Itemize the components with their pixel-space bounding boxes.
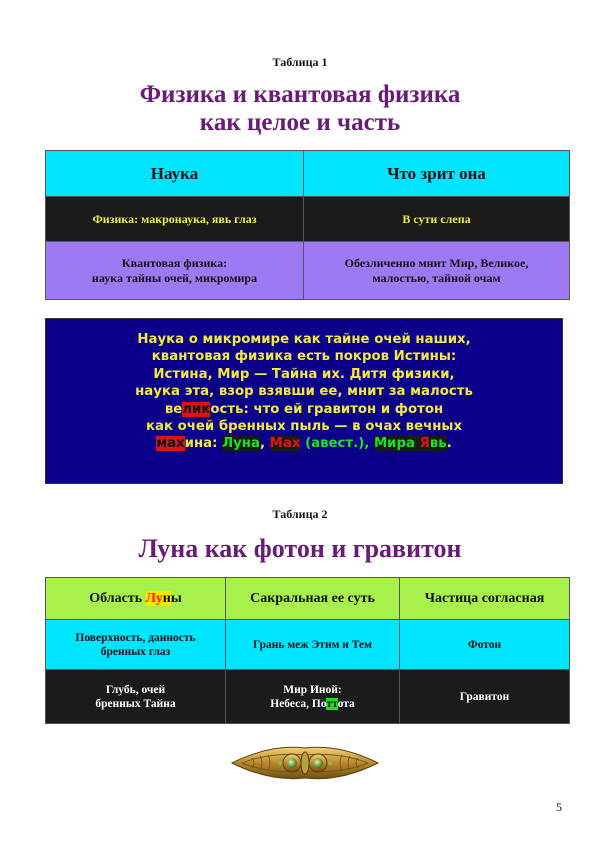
poem-highlight-lik: лик (182, 401, 211, 417)
table1-row1-col1: Физика: макронаука, явь глаз (46, 197, 304, 242)
poem-v: вь (429, 436, 447, 452)
poem-box (45, 318, 563, 484)
table2-row1-col3: Фотон (400, 620, 570, 670)
poem-mira: Мира (373, 436, 420, 452)
poem-period: . (446, 436, 452, 452)
poem-line-3: Истина, Мир — Тайна их. Дитя физики, (153, 366, 455, 382)
table1-header-science: Наука (46, 151, 304, 197)
table1-header-sees: Что зрит она (304, 151, 570, 197)
table1 (45, 150, 570, 300)
table2-row2-col1 (46, 670, 226, 724)
poem-line-5-end: ость: что ей гравитон и фотон (210, 401, 444, 417)
table2-r2c2-line1: Мир Иной: (283, 683, 342, 696)
table1-title-line2: как целое и часть (199, 109, 401, 136)
table2-h1-n: н (162, 590, 171, 606)
table1-row2-col1-line1: Квантовая физика: (121, 255, 228, 270)
poem-ina: ина: (184, 436, 223, 452)
table2-caption: Таблица 2 (272, 507, 328, 521)
table2-header-moon-area (46, 578, 226, 620)
table2-r1c1-line1: Поверхность, данность (75, 631, 196, 644)
poem-ma: ма (156, 436, 177, 452)
table1-row2-col2 (304, 242, 570, 300)
table2-r2c2-ota: ота (337, 697, 355, 710)
page-number: 5 (556, 800, 562, 814)
gold-jewelry-ornament-icon (230, 738, 380, 793)
poem-line-5 (46, 401, 562, 418)
poem-line-5-start: ве (164, 401, 183, 417)
poem-mah: Мах (269, 436, 301, 452)
table2-h1-y: ы (170, 590, 182, 606)
table2 (45, 577, 570, 724)
table1-title-line1: Физика и квантовая физика (139, 81, 461, 108)
poem-ya: Я (419, 436, 430, 452)
poem-highlight-mah (156, 436, 184, 451)
table2-r2c2-heaven: Небеса, По (270, 697, 327, 710)
table2-row2-col2 (226, 670, 400, 724)
table2-r1c1-line2: бренных глаз (100, 645, 171, 658)
poem-luna: Луна (222, 436, 260, 452)
table1-row2-col2-line2: малостью, тайной очам (372, 270, 501, 285)
poem-line-4: наука эта, взор взявши ее, мнит за малость (135, 384, 473, 400)
table2-r2c1-line1: Глубь, очей (105, 683, 166, 696)
table1-row2-col2-line1: Обезличенно мнит Мир, Великое, (344, 255, 529, 270)
table2-header-particle: Частица согласная (400, 578, 570, 620)
table2-row2-col3: Гравитон (400, 670, 570, 724)
table1-row1-col2: В сути слепа (304, 197, 570, 242)
table1-row2-col1-line2: наука тайны очей, микромира (91, 270, 258, 285)
poem-kh: х (176, 436, 185, 452)
poem-comma: , (259, 436, 270, 452)
table2-h1-area: Область (89, 590, 146, 606)
table1-caption: Таблица 1 (272, 55, 328, 69)
table1-title (0, 81, 600, 137)
table2-row1-col2: Грань меж Этим и Тем (226, 620, 400, 670)
poem-line-2: квантовая физика есть покров Истины: (151, 349, 457, 365)
poem-line-7 (46, 435, 562, 452)
table2-r2c2-highlight-tt: тт (326, 697, 338, 710)
table2-row1-col1 (46, 620, 226, 670)
table2-title: Луна как фотон и гравитон (138, 534, 462, 563)
table2-header-sacral: Сакральная ее суть (226, 578, 400, 620)
table1-row2-col1 (46, 242, 304, 300)
poem-avest: (авест.), (300, 436, 374, 452)
table2-r2c1-line2: бренных Тайна (95, 697, 176, 710)
table2-h1-lu: Лу (145, 590, 163, 606)
poem-line-1: Наука о микромире как тайне очей наших, (137, 332, 471, 347)
poem-line-6: как очей бренных пыль — в очах вечных (145, 419, 463, 435)
